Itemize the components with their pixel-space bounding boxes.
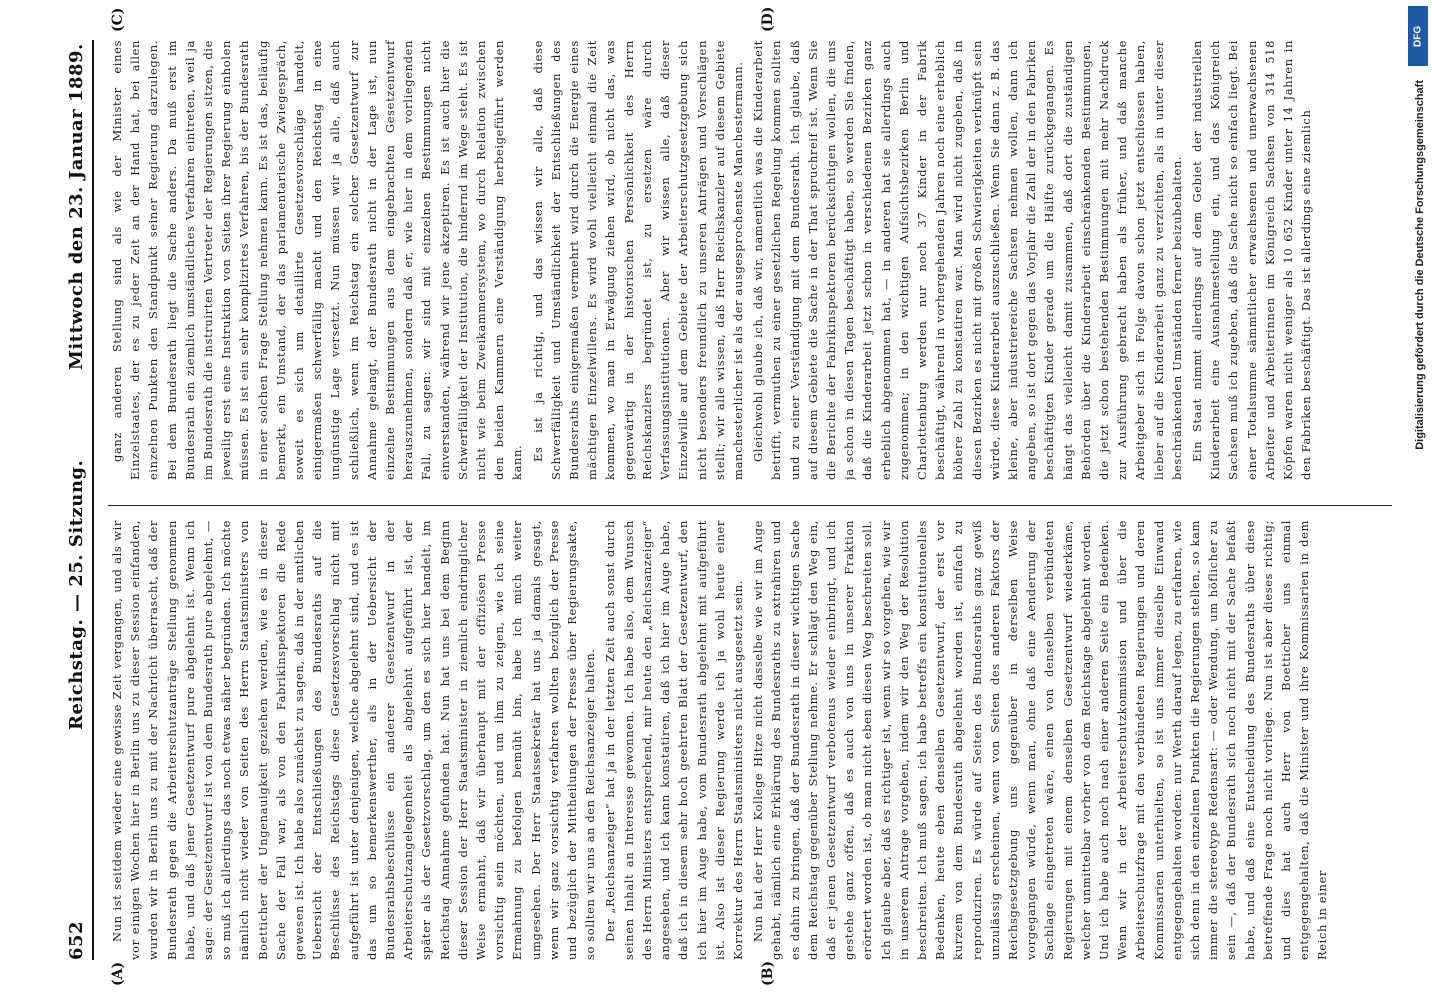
text-column-left [108, 520, 1392, 960]
paragraph: ganz anderen Stellung sind als wie der Minister eines Einzelstaates, der es zu jeder Zeit an der Hand hat, bei allen einzelnen Punkten den Standpunkt seiner Regierung darzulegen. Bei dem Bundesrath liegt die Sache anders. Da muß erst im Bundesrath ein ziemlich umständliches Verfahren eintreten, weil ja im Bundesrath die instruirten Vertreter der Regierungen sitzen, die jeweilig erst eine Instruktion von Seiten ihrer Regierung einholen müssen. Es ist ein sehr komplizirtes Verfahren, bis der Bundesrath in einer solchen Frage Stellung nehmen kann. Es ist das, beiläufig bemerkt, ein Umstand, der das parlamentarische Zwiegespräch, soweit es sich um detaillirte Gesetzesvorschläge handelt, einigermaßen schwerfällig macht und den Reichstag in eine ungünstige Lage versetzt. Nun müssen wir ja alle, daß auch schließlich, wenn im Reichstag ein solcher Gesetzentwurf zur Annahme gelangt, der Bundesrath nicht in der Lage ist, nun einzelne Bestimmungen aus dem eingebrachten Gesetzentwurf herauszunehmen, sondern daß er, wie hier in dem vorliegenden Fall, zu sagen: wir sind mit einzelnen Bestimmungen nicht einverstanden, während wir jene akzeptiren. Es ist auch hier die Schwerfälligkeit der Institution, die hindernd im Wege steht. Es ist nicht wie beim Zweikammersystem, wo durch Relation zwischen den beiden Kammern eine Verständigung herbeigeführt werden kann. [110, 40, 525, 480]
page-header [62, 40, 94, 960]
paragraph: Nun hat der Herr Kollege Hitze nicht dasselbe wie wir im Auge gehabt, nämlich eine Erklärung des Bundesraths zu extrahiren und es dahin zu bringen, daß der Bundesrath in dieser wichtigen Sache dem Reichstag gegenüber Stellung nehme. Er schlägt den Weg ein, daß er jenen Gesetzentwurf verbotenus wieder einbringt, und ich gestehe ganz offen, daß es auch von uns in unserer Fraktion erörtert worden ist, ob man nicht eben diesen Weg beschreiten soll. Ich glaube aber, daß es richtiger ist, wenn wir so vorgehen, wie wir in unserem Antrage vorgehen, indem wir den Weg der Resolution beschreiten. Ich muß sagen, ich habe betreffs ein konstitutionelles Bedenken, heute eben denselben Gesetzentwurf, der erst vor kurzem von dem Bundesrath abgelehnt worden ist, einfach zu reproduziren. Es würde auf Seiten des Bundesraths ganz gewiß unzulässig erscheinen, wenn von Seiten des anderen Faktors der Reichsgesetzgebung uns gegenüber in derselben Weise vorgegangen würde, wenn man, ohne daß eine Aenderung der Sachlage eingetreten wäre, einen von denselben verbündeten Regierungen mit einem denselben Gesetzentwurf wiederkäme, welcher unmittelbar vorher von dem Reichstage abgelehnt worden. Und ich habe auch noch nach einer anderen Seite ein Bedenken. Wenn wir in der Arbeiterschutzkommission und über die Arbeiterschutzfrage mit den verbündeten Regierungen und deren Kommissarien unterhielten, so ist uns immer dieselbe Einwand entgegengehalten worden: nur Werth darauf legen, zu erfahren, wie sich denn in den einzelnen Punkten die Regierungen stellen, so kam immer die stereotype Redensart: — oder Wendung, um höflicher zu sein —, daß der Bundesrath sich noch nicht mit der Sache befaßt habe, und daß eine Entscheidung des Bundesraths über diese betreffende Frage noch nicht vorliege. Nun ist aber dieses richtig; und dies hat auch Herr von Boetticher uns einmal entgegengehalten, daß die Minister und ihre Kommissarien in dem Reich in einer [751, 520, 1330, 960]
margin-marker-a: (A) [110, 961, 126, 986]
page-number: 652 [66, 920, 87, 960]
margin-marker-c: (C) [110, 7, 126, 32]
session-title: Reichstag. — 25. Sitzung. [66, 459, 87, 730]
paragraph: Nun ist seitdem wieder eine gewisse Zeit vergangen, und als wir vor einigen Wochen hier in Berlin uns zu dieser Session einfanden, wurden wir in Berlin uns zu mit der Nachricht überrascht, daß der Bundesrath gegen die Arbeiterschutzanträge Stellung genommen habe, und daß jener Gesetzentwurf pure abgelehnt ist. Wenn ich sage: der Gesetzentwurf ist von dem Bundesrath pure abgelehnt, — so muß ich allerdings das noch etwas näher begründen. Ich möchte nämlich nicht wieder von Seiten des Herrn Staatsministers von Boetticher der Ungenauigkeit geziehen werden, wie es in dieser Sache der Fall war, als von den Fabrikinspektoren die Rede gewesen ist. Ich habe also zunächst zu sagen, daß in der amtlichen Uebersicht der Entschließungen des Bundesraths auf die Beschlüsse des Reichstags diese Gesetzesvorschlag nicht mit aufgeführt ist unter denjenigen, welche abgelehnt sind, und es ist das um so bemerkenswerther, als in der Uebersicht der Bundesrathsbeschlüsse ein anderer Gesetzentwurf in der Arbeiterschutzangelegenheit als abgelehnt aufgeführt ist, der später als der Gesetzvorschlag, um den es sich hier handelt, im Reichstag Annahme gefunden hat. Nun hat uns bei dem Beginn dieser Session der Herr Staatsminister in ziemlich eindringlicher Weise ermahnt, daß wir überhaupt mit der offiziösen Presse vorsichtig sein möchten, und um ihm zu zeigen, wie ich seine Ermahnung zu befolgen bemüht bin, habe ich mich weiter umgesehen. Der Herr Staatssekretär hat uns ja damals gesagt, wenn wir ganz vorsichtig verfahren wollten bezüglich der Presse und bezüglich der Mittheilungen der Presse über Regierungsakte, so sollten wir uns an den Reichsanzeiger halten. [110, 520, 598, 960]
margin-marker-d: (D) [760, 6, 776, 32]
session-date: Mittwoch den 23. Januar 1889. [66, 43, 87, 370]
margin-marker-b: (B) [760, 960, 776, 986]
paragraph: Der „Reichsanzeiger“ hat ja in der letzten Zeit auch sonst durch seinen Inhalt an Interesse gewonnen. Ich habe also, dem Wunsch des Herrn Ministers entsprechend, mir heute den „Reichsanzeiger“ angesehen, und ich kann konstatiren, daß ich hier im Auge habe, daß ich in diesem sehr hoch geehrten Blatt der Gesetzentwurf, den ich hier im Auge habe, vom Bundesrath abgelehnt mit aufgeführt ist. Also ist dieser Regierung werde ich ja wohl heute einer Korrektur des Herrn Staatsministers nicht ausgesetzt sein. [603, 520, 745, 960]
paragraph: Ein Staat nimmt allerdings auf dem Gebiet der industriellen Kinderarbeit eine Ausnahmestellung ein, und das Königreich Sachsen muß ich zugeben, daß die Sache nicht so einfach liegt. Bei einer Totalsumme sämmtlicher erwachsenen und unerwachsenen Arbeiter und Arbeiterinnen im Königreich Sachsen von 314 518 Köpfen waren nicht weniger als 10 652 Kinder unter 14 Jahren in den Fabriken beschäftigt. Das ist allerdings eine ziemlich [1189, 40, 1314, 480]
column-divider [108, 505, 1392, 506]
dfg-logo: DFG [1408, 6, 1428, 66]
paragraph: Gleichwohl glaube ich, daß wir, namentlich was die Kinderarbeit betrifft, vermuthen zu einer gesetzlichen Regelung kommen sollten und zu einer Verständigung mit dem Bundesrath. Ich glaube, daß auf diesem Gebiete die Sache in der That spruchreif ist. Wenn Sie die Berichte der Fabrikinspektoren berücksichtigen wollen, die uns ja schon in diesen Tagen beschäftigt haben, so werden Sie finden, daß die Kinderarbeit jetzt schon in verschiedenen Bezirken ganz erheblich abgenommen hat, — in anderen hat sie allerdings auch zugenommen; in den wichtigen Aufsichtsbezirken Berlin und Charlottenburg werden nur noch 37 Kinder in der Fabrik beschäftigt, während in vorhergehenden Jahren noch eine erheblich höhere Zahl zu konstatiren war. Man wird nicht zugeben, daß in diesen Bezirken es nicht mit großen Schwierigkeiten verknüpft sein würde, diese Kinderarbeit auszuschließen. Wenn Sie dann z. B. das kleine, aber industriereiche Sachsen nehmen wollen, dann ich angeben, so ist dort gegen das Vorjahr die Zahl der in den Fabriken beschäftigten Kinder gerade um die Hälfte zurückgegangen. Es hängt das vielleicht damit zusammen, daß dort die zuständigen Behörden über die Kinderarbeit einschränkenden Bestimmungen, die jetzt schon bestehenden Bestimmungen mit mehr Nachdruck zur Ausführung gebracht haben als früher, und daß manche Arbeitgeber sich in Folge davon schon jetzt entschlossen haben, lieber auf die Kinderarbeit ganz zu verzichten, als in unter dieser beschränkenden Umständen ferner beizubehalten. [751, 40, 1184, 480]
text-column-right [108, 40, 1392, 480]
paragraph: Es ist ja richtig, und das wissen wir alle, daß diese Schwerfälligkeit und Umständlichkeit der Entschließungen des Bundesraths einigermaßen vermehrt wird durch die Energie eines mächtigen Einzelwillens. Es wird wohl vielleicht einmal die Zeit kommen, wo man in Erwägung ziehen wird, ob nicht das, was gegenwärtig in der historischen Persönlichkeit des Herrn Reichskanzlers begründet ist, zu ersetzen wäre durch Verfassungsinstitutionen. Aber wir wissen alle, daß dieser Einzelwille auf dem Gebiete der Arbeiterschutzgesetzgebung sich nicht besonders freundlich zu unseren Anträgen und Vorschlägen stellt; wir alle wissen, daß Herr Reichskanzler auf diesem Gebiete manchesterlicher ist als der ausgesprochenste Manchestermann. [530, 40, 745, 480]
digitization-credit: Digitalisierung gefördert durch die Deutsche Forschungsgemeinschaft [1414, 80, 1426, 450]
